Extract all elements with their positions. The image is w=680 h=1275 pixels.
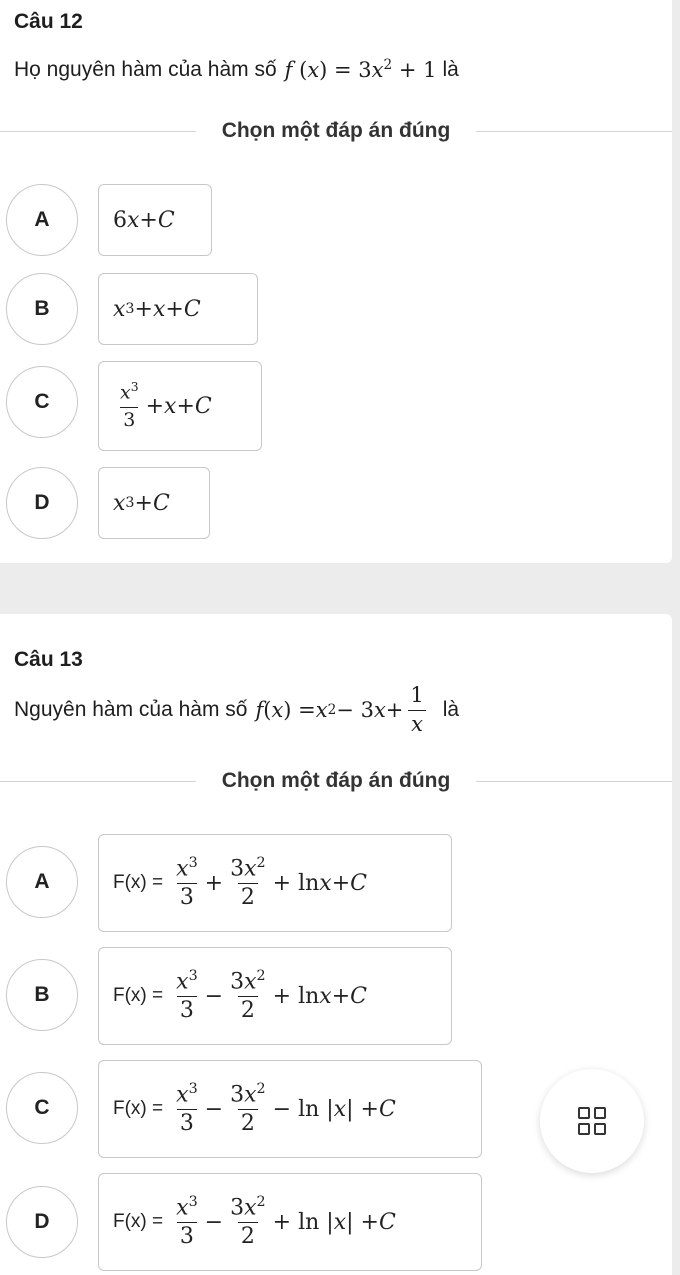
question-card-13: [0, 614, 672, 1275]
question-grid-button[interactable]: [540, 1069, 644, 1173]
option-a-letter[interactable]: A: [6, 846, 78, 918]
option-d-answer[interactable]: x 3 + C: [98, 467, 210, 539]
question-card-12: [0, 0, 672, 563]
option-d-letter[interactable]: D: [6, 1186, 78, 1258]
question-formula: f $(x) = 3x^2 + 1$: [284, 57, 437, 82]
option-a-answer[interactable]: 6 x + C: [98, 184, 212, 256]
option-a-letter[interactable]: A: [6, 184, 78, 256]
option-a-answer[interactable]: F(x) = $\frac{x^3}{3}$ + $\frac{3x^2}{2}$ + ln x + C: [98, 834, 452, 932]
option-c-answer[interactable]: F(x) = $\frac{x^3}{3}$ − $\frac{3x^2}{2}$ − ln | x | + C: [98, 1060, 482, 1158]
prompt-text: Chọn một đáp án đúng: [221, 769, 451, 792]
prompt-text: Chọn một đáp án đúng: [221, 119, 451, 142]
divider: [476, 131, 672, 132]
question-text-before: Nguyên hàm của hàm số: [14, 698, 248, 721]
answer-prompt: [0, 766, 672, 796]
option-c-answer[interactable]: $\frac{x^3}{3}$ + x + C: [98, 361, 262, 451]
option-prefix: F(x) =: [113, 1098, 164, 1119]
answer-prompt: [0, 116, 672, 146]
option-b-answer[interactable]: F(x) = $\frac{x^3}{3}$ − $\frac{3x^2}{2}$ + ln x + C: [98, 947, 452, 1045]
option-d-answer[interactable]: F(x) = $\frac{x^3}{3}$ − $\frac{3x^2}{2}$ + ln | x | + C: [98, 1173, 482, 1271]
option-prefix: F(x) =: [113, 1211, 164, 1232]
option-b-letter[interactable]: B: [6, 959, 78, 1031]
question-text: [14, 678, 459, 742]
option-c-letter[interactable]: C: [6, 1072, 78, 1144]
option-d-letter[interactable]: D: [6, 467, 78, 539]
option-b-letter[interactable]: B: [6, 273, 78, 345]
divider: [476, 781, 672, 782]
option-b-answer[interactable]: x 3 + x + C: [98, 273, 258, 345]
question-text: [14, 52, 459, 88]
question-text-after: là: [442, 58, 459, 81]
question-text-before: Họ nguyên hàm của hàm số: [14, 58, 277, 81]
option-c-letter[interactable]: C: [6, 366, 78, 438]
divider: [0, 131, 196, 132]
grid-icon: [578, 1107, 606, 1135]
option-prefix: F(x) =: [113, 985, 164, 1006]
question-title: Câu 13: [14, 648, 83, 671]
divider: [0, 781, 196, 782]
question-text-after: là: [442, 698, 460, 721]
question-title: Câu 12: [14, 10, 83, 33]
option-prefix: F(x) =: [113, 872, 164, 893]
question-formula: f ( x ) = x 2 − 3 x + $\frac{1}{x}$: [255, 684, 430, 735]
